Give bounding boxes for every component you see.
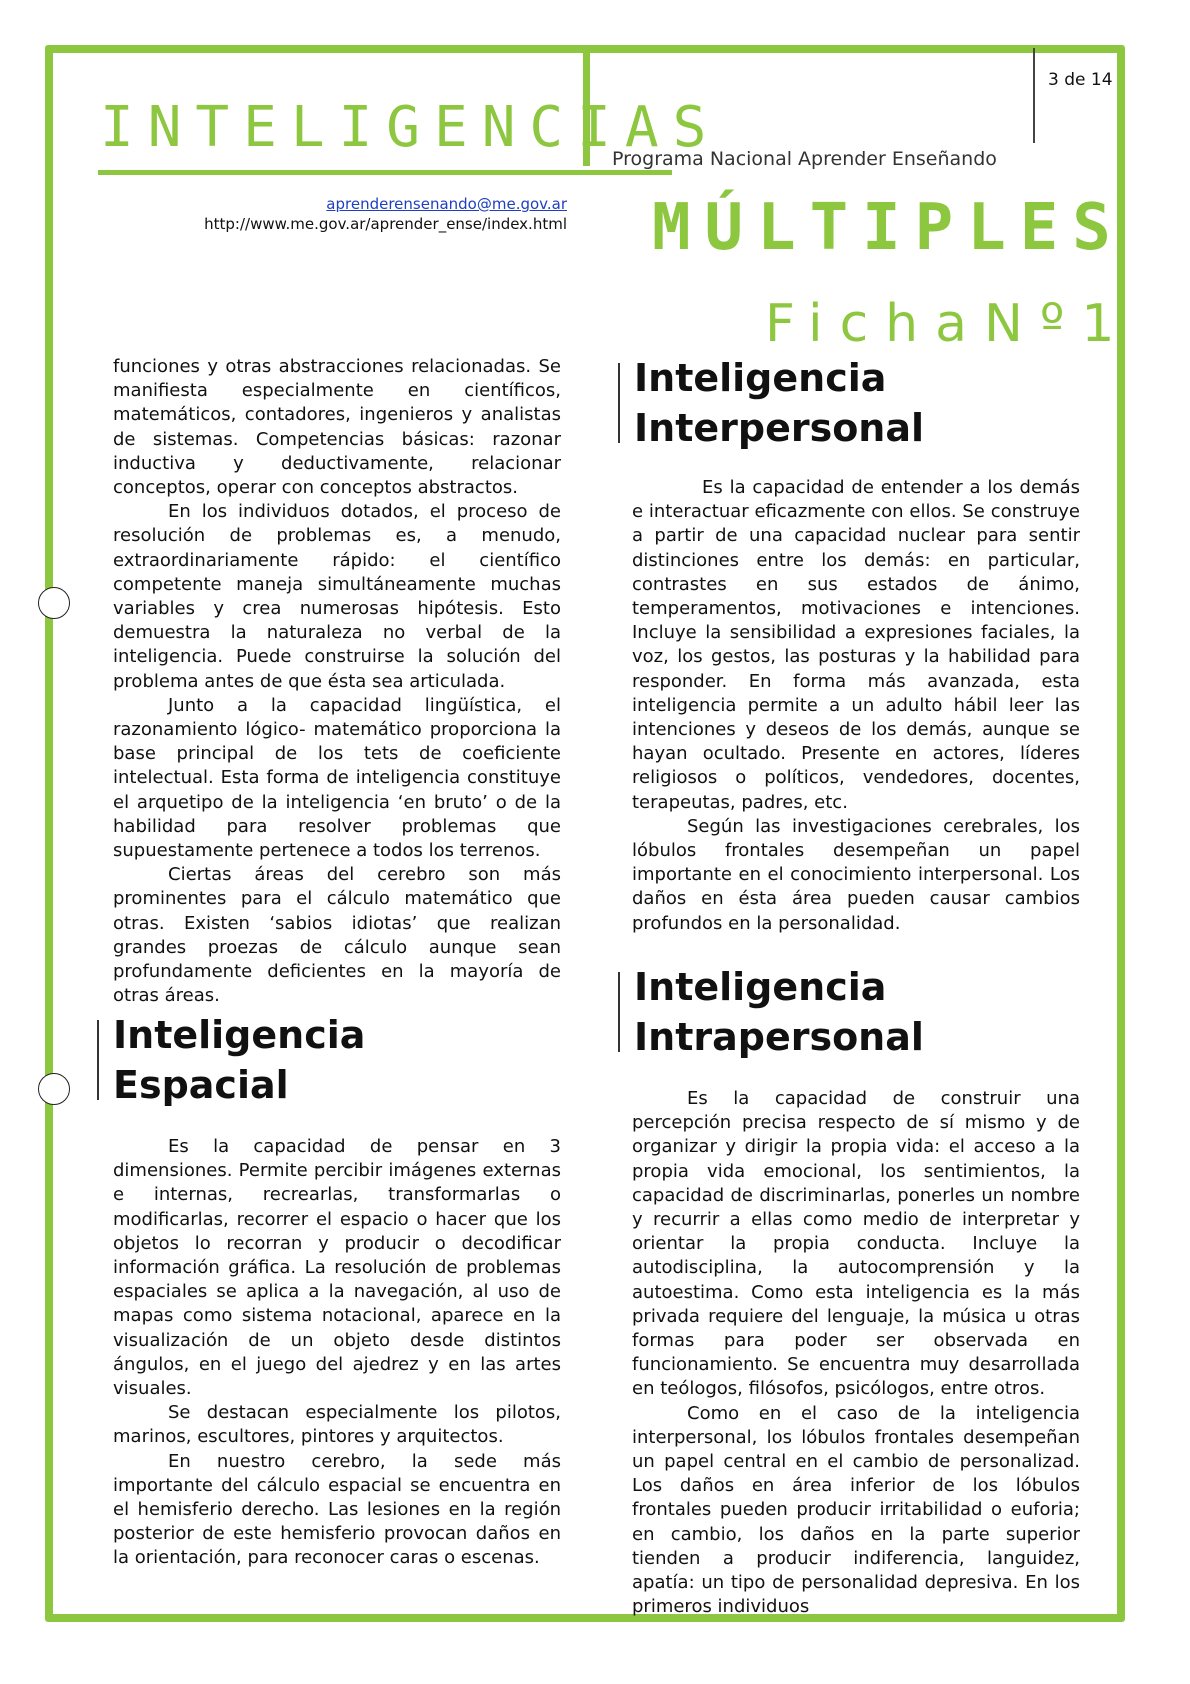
ficha-number: FichaNº1	[765, 294, 1132, 354]
page-number-divider	[1033, 48, 1035, 143]
paragraph: Ciertas áreas del cerebro son más prominentes para el cálculo matemático que otras. Existen ‘sabios idiotas’ que realizan grandes proezas de cálculo aunque sean profundamente deficientes en la mayoría de otras áreas.	[113, 864, 561, 1007]
email-link[interactable]: aprenderensenando@me.gov.ar	[326, 195, 567, 213]
binder-hole-icon	[38, 587, 70, 619]
heading-rule	[618, 972, 620, 1052]
paragraph: Junto a la capacidad lingüística, el razonamiento lógico- matemático proporciona la base principal de los tets de coeficiente intelectual. Esta forma de inteligencia constituye el arquetipo de la inteligencia ‘en bruto’ o de la habilidad para resolver problemas que supuestamente pertenece a todos los terrenos.	[113, 694, 561, 862]
heading-intrapersonal: Inteligencia Intrapersonal	[634, 962, 924, 1062]
heading-rule	[618, 363, 620, 443]
heading-rule	[97, 1020, 99, 1100]
title-line-2: MÚLTIPLES	[652, 191, 1125, 265]
paragraph: Como en el caso de la inteligencia interpersonal, los lóbulos frontales desempeñan un papel central en el cambio de personalizad. Los daños en área inferior de los lóbulos frontales pueden producir irritabilidad o euforia; en cambio, los daños en la parte superior tienden a producir indiferencia, languidez, apatía: un tipo de personalidad depresiva. En los primeros individuos	[632, 1402, 1080, 1618]
paragraph: En los individuos dotados, el proceso de resolución de problemas es, a menudo, extraordinariamente rápido: el científico competente maneja simultáneamente muchas variables y crea numerosas hipótesis. Esto demuestra la naturaleza no verbal de la inteligencia. Puede construirse la solución del problema antes de que ésta sea articulada.	[113, 501, 561, 692]
intrapersonal-text	[632, 1087, 1080, 1619]
title-line-1: INTELIGENCIAS	[100, 95, 721, 160]
paragraph: Se destacan especialmente los pilotos, marinos, escultores, pintores y arquitectos.	[113, 1402, 561, 1448]
accent-horizontal-line	[98, 170, 672, 175]
program-name: Programa Nacional Aprender Enseñando	[612, 148, 997, 170]
espacial-text	[113, 1135, 561, 1571]
paragraph: Según las investigaciones cerebrales, los lóbulos frontales desempeñan un papel importante en el conocimiento interpersonal. Los daños en ésta área pueden causar cambios profundos en la personalidad.	[632, 815, 1080, 934]
heading-interpersonal: Inteligencia Interpersonal	[634, 353, 924, 453]
interpersonal-text	[632, 476, 1080, 936]
left-intro-text	[113, 355, 561, 1008]
paragraph: Es la capacidad de construir una percepción precisa respecto de sí mismo y de organizar y dirigir la propia vida: el acceso a la propia vida emocional, los sentimientos, la capacidad de discriminarlas, ponerles un nombre y recurrir a ellas como medio de interpretar y orientar la propia conducta. Incluye la autodisciplina, la autocomprensión y la autoestima. Como esta inteligencia es la más privada requiere del lenguaje, la música u otras formas para poder ser observada en funcionamiento. Se encuentra muy desarrollada en teólogos, filósofos, psicólogos, entre otros.	[632, 1088, 1080, 1400]
website-url[interactable]: http://www.me.gov.ar/aprender_ense/index.html	[204, 215, 567, 233]
paragraph: Es la capacidad de pensar en 3 dimensiones. Permite percibir imágenes externas e internas, recrearlas, transformarlas o modificarlas, recorrer el espacio o hacer que los objetos lo recorran y producir o decodificar información gráfica. La resolución de problemas espaciales se aplica a la navegación, al uso de mapas como sistema notacional, aparece en la visualización de un objeto desde distintos ángulos, en el juego del ajedrez y en las artes visuales.	[113, 1136, 561, 1400]
binder-hole-icon	[38, 1073, 70, 1105]
paragraph: En nuestro cerebro, la sede más importante del cálculo espacial se encuentra en el hemisferio derecho. Las lesiones en la región posterior de este hemisferio provocan daños en la orientación, para reconocer caras o escenas.	[113, 1450, 561, 1569]
paragraph: funciones y otras abstracciones relacionadas. Se manifiesta especialmente en científicos, matemáticos, contadores, ingenieros y analistas de sistemas. Competencias básicas: razonar inductiva y deductivamente, relacionar conceptos, operar con conceptos abstractos.	[113, 356, 561, 499]
heading-espacial: Inteligencia Espacial	[113, 1010, 365, 1110]
paragraph: Es la capacidad de entender a los demás e interactuar eficazmente con ellos. Se construye a partir de una capacidad nuclear para sentir distinciones entre los demás: en particular, contrastes en sus estados de ánimo, temperamentos, motivaciones e intenciones. Incluye la sensibilidad a expresiones faciales, la voz, los gestos, las posturas y la habilidad para responder. En forma más avanzada, esta inteligencia permite a un adulto hábil leer las intenciones y deseos de los demás, aunque se hayan ocultado. Presente en actores, líderes religiosos o políticos, vendedores, docentes, terapeutas, padres, etc.	[632, 477, 1080, 813]
page-number: 3 de 14	[1048, 70, 1113, 90]
